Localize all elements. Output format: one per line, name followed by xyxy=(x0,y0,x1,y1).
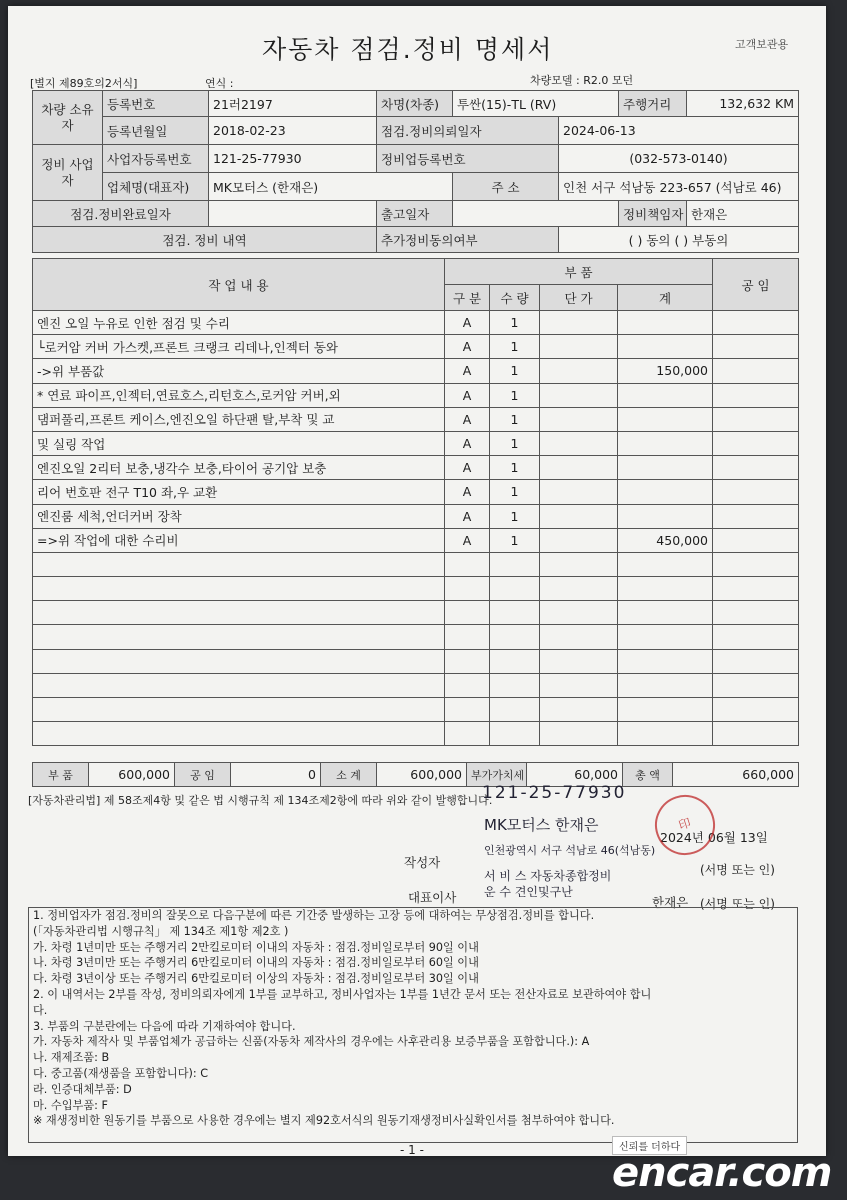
model-label: 차량모델 : xyxy=(530,74,580,87)
encar-watermark: encar.com xyxy=(612,1150,832,1196)
shop-address: 인천 서구 석남동 223-657 (석남로 46) xyxy=(559,173,799,201)
part-unit-price xyxy=(540,698,618,722)
model-value: R2.0 모던 xyxy=(583,74,634,87)
part-qty xyxy=(490,552,540,576)
part-unit-price xyxy=(540,335,618,359)
part-qty: 1 xyxy=(490,407,540,431)
totals-table xyxy=(32,762,799,787)
labor-header: 공 임 xyxy=(713,259,799,311)
shop-name: MK모터스 (한재은) xyxy=(209,173,453,201)
labor-cost xyxy=(713,577,799,601)
table-row xyxy=(33,335,799,359)
part-qty: 1 xyxy=(490,431,540,455)
labor-cost xyxy=(713,335,799,359)
sign-or-seal-2: (서명 또는 인) xyxy=(700,897,775,911)
work-desc: 엔진룸 세척,언더커버 장착 xyxy=(33,504,445,528)
part-type xyxy=(445,722,490,746)
labor-cost xyxy=(713,359,799,383)
part-unit-price xyxy=(540,601,618,625)
part-total xyxy=(618,673,713,697)
table-row xyxy=(33,407,799,431)
stamp-address: 인천광역시 서구 석남로 46(석남동) xyxy=(484,844,656,857)
table-row xyxy=(33,359,799,383)
address-label: 주 소 xyxy=(453,173,559,201)
part-unit-price xyxy=(540,577,618,601)
vehicle-model xyxy=(530,72,633,88)
labor-cost xyxy=(713,311,799,335)
document-title: 자동차 점검.정비 명세서 xyxy=(262,35,554,64)
part-type xyxy=(445,698,490,722)
part-unit-price xyxy=(540,383,618,407)
shop-name-label: 업체명(대표자) xyxy=(103,173,209,201)
part-unit-price xyxy=(540,431,618,455)
work-desc xyxy=(33,577,445,601)
note-line: 다. 중고품(재생품을 포함합니다): C xyxy=(33,1066,209,1080)
work-desc xyxy=(33,625,445,649)
work-desc: 댐퍼풀리,프론트 케이스,엔진오일 하단팬 탈,부착 및 교 xyxy=(33,407,445,431)
release-date-label: 출고일자 xyxy=(377,201,453,227)
part-type xyxy=(445,673,490,697)
part-qty xyxy=(490,625,540,649)
note-line: 2. 이 내역서는 2부를 작성, 정비의뢰자에게 1부를 교부하고, 정비사업자는 1부를 1년간 문서 또는 전산자료로 보관하여야 합니 xyxy=(33,987,652,1001)
parts-total-label: 부 품 xyxy=(33,763,89,787)
part-total xyxy=(618,504,713,528)
work-desc xyxy=(33,552,445,576)
note-line: 다. xyxy=(33,1003,48,1017)
work-desc: └로커암 커버 가스켓,프론트 크랭크 리데나,인젝터 동와 xyxy=(33,335,445,359)
year-label: 연식 : xyxy=(205,77,234,90)
labor-cost xyxy=(713,698,799,722)
part-total xyxy=(618,480,713,504)
part-total: 450,000 xyxy=(618,528,713,552)
part-type: A xyxy=(445,335,490,359)
copy-tag: 고객보관용 xyxy=(735,38,789,51)
work-desc: 엔진 오일 누유로 인한 점검 및 수리 xyxy=(33,311,445,335)
labor-cost xyxy=(713,673,799,697)
car-name-label: 차명(차종) xyxy=(377,91,453,117)
part-type: A xyxy=(445,504,490,528)
table-row xyxy=(33,673,799,697)
consent-label: 추가정비동의여부 xyxy=(377,227,559,253)
note-line: 나. 차령 3년미만 또는 주행거리 6만킬로미터 이내의 자동차 : 점검.정비일로부터 60일 이내 xyxy=(33,956,479,970)
biz-no-label: 사업자등록번호 xyxy=(103,145,209,173)
part-qty xyxy=(490,698,540,722)
part-qty: 1 xyxy=(490,480,540,504)
note-line: (「자동차관리법 시행규칙」 제 134조 제1항 제2호 ) xyxy=(33,924,289,938)
labor-cost xyxy=(713,601,799,625)
labor-cost xyxy=(713,480,799,504)
labor-cost xyxy=(713,649,799,673)
work-desc: 리어 번호판 전구 T10 좌,우 교환 xyxy=(33,480,445,504)
mileage-label: 주행거리 xyxy=(619,91,687,117)
table-row xyxy=(33,649,799,673)
part-total xyxy=(618,625,713,649)
part-qty xyxy=(490,722,540,746)
work-desc: * 연료 파이프,인젝터,연료호스,리턴호스,로커암 커버,외 xyxy=(33,383,445,407)
part-qty: 1 xyxy=(490,311,540,335)
part-qty xyxy=(490,649,540,673)
note-line: 가. 자동차 제작사 및 부품업체가 공급하는 신품(자동차 제작사의 경우에는 사후관리용 보증부품을 포함합니다.): A xyxy=(33,1035,590,1049)
labor-cost xyxy=(713,528,799,552)
notes-box xyxy=(28,907,798,1143)
table-row xyxy=(33,383,799,407)
grand-total: 660,000 xyxy=(673,763,799,787)
labor-total-label: 공 임 xyxy=(175,763,231,787)
part-total xyxy=(618,649,713,673)
grand-total-label: 총 액 xyxy=(623,763,673,787)
part-qty: 1 xyxy=(490,383,540,407)
part-qty: 1 xyxy=(490,359,540,383)
note-line: 라. 인증대체부품: D xyxy=(33,1082,132,1096)
request-date-label: 점검.정비의뢰일자 xyxy=(377,117,559,145)
work-desc: 엔진오일 2리터 보충,냉각수 보충,타이어 공기압 보충 xyxy=(33,456,445,480)
sign-or-seal: (서명 또는 인) xyxy=(700,863,775,877)
part-qty xyxy=(490,673,540,697)
parts-header: 부 품 xyxy=(445,259,713,285)
page-number: - 1 - xyxy=(400,1143,424,1157)
part-type xyxy=(445,625,490,649)
complete-date xyxy=(209,201,377,227)
part-total xyxy=(618,383,713,407)
legal-text: [자동차관리법] 제 58조제4항 및 같은 법 시행규칙 제 134조제2항에 따라 위와 같이 발행합니다. xyxy=(28,794,493,807)
part-unit-price xyxy=(540,311,618,335)
reg-no-label: 등록번호 xyxy=(103,91,209,117)
vat-label: 부가가치세 xyxy=(467,763,527,787)
complete-date-label: 점검.정비완료일자 xyxy=(33,201,209,227)
shop-label: 정비 사업자 xyxy=(33,145,103,201)
subtotal: 600,000 xyxy=(377,763,467,787)
service-line: 서 비 스 자동차종합정비 xyxy=(484,869,612,883)
note-line: 나. 재제조품: B xyxy=(33,1051,110,1065)
subtotal-label: 소 계 xyxy=(321,763,377,787)
table-row xyxy=(33,625,799,649)
transport-line: 운 수 견인및구난 xyxy=(484,885,573,899)
part-unit-price xyxy=(540,625,618,649)
table-row xyxy=(33,698,799,722)
form-number: [별지 제89호의2서식] xyxy=(30,77,138,90)
part-unit-price xyxy=(540,359,618,383)
trust-badge: 신뢰를 더하다 xyxy=(612,1136,687,1155)
col-type: 구 분 xyxy=(445,285,490,311)
note-line: 마. 수입부품: F xyxy=(33,1098,108,1112)
part-type xyxy=(445,577,490,601)
labor-cost xyxy=(713,431,799,455)
table-row xyxy=(33,552,799,576)
part-type: A xyxy=(445,528,490,552)
table-row xyxy=(33,601,799,625)
part-total xyxy=(618,407,713,431)
reg-no: 21러2197 xyxy=(209,91,377,117)
table-row xyxy=(33,722,799,746)
part-unit-price xyxy=(540,528,618,552)
part-type: A xyxy=(445,480,490,504)
car-name: 투싼(15)-TL (RV) xyxy=(453,91,619,117)
part-total xyxy=(618,431,713,455)
info-table xyxy=(32,90,799,253)
note-line: 1. 정비업자가 점검.정비의 잘못으로 다음구분에 따른 기간중 발생하는 고장 등에 대하여는 무상점검.정비를 합니다. xyxy=(33,909,595,922)
part-type: A xyxy=(445,383,490,407)
work-desc xyxy=(33,722,445,746)
part-total xyxy=(618,601,713,625)
part-total xyxy=(618,552,713,576)
labor-cost xyxy=(713,456,799,480)
part-total xyxy=(618,698,713,722)
labor-cost xyxy=(713,504,799,528)
details-title: 점검. 정비 내역 xyxy=(33,227,377,253)
part-type: A xyxy=(445,359,490,383)
part-qty xyxy=(490,601,540,625)
note-line: 가. 차령 1년미만 또는 주행거리 2만킬로미터 이내의 자동차 : 점검.정비일로부터 90일 이내 xyxy=(33,940,479,954)
table-row xyxy=(33,431,799,455)
part-unit-price xyxy=(540,649,618,673)
rep-name: 한재은 xyxy=(652,895,689,910)
part-type xyxy=(445,649,490,673)
labor-cost xyxy=(713,383,799,407)
consent-options: ( ) 동의 ( ) 부동의 xyxy=(559,227,799,253)
labor-cost xyxy=(713,552,799,576)
part-qty xyxy=(490,577,540,601)
work-desc: ->위 부품값 xyxy=(33,359,445,383)
part-type: A xyxy=(445,407,490,431)
table-row xyxy=(33,528,799,552)
part-unit-price xyxy=(540,456,618,480)
table-row xyxy=(33,504,799,528)
company-seal-icon: 印 xyxy=(647,787,723,863)
part-total xyxy=(618,722,713,746)
part-unit-price xyxy=(540,480,618,504)
work-desc xyxy=(33,673,445,697)
stamp-shop-name: MK모터스 한재은 xyxy=(484,816,599,834)
mileage: 132,632 KM xyxy=(687,91,799,117)
part-type: A xyxy=(445,311,490,335)
labor-total: 0 xyxy=(231,763,321,787)
reg-date-label: 등록년월일 xyxy=(103,117,209,145)
part-type: A xyxy=(445,431,490,455)
biz-no: 121-25-77930 xyxy=(209,145,377,173)
work-desc xyxy=(33,698,445,722)
part-total xyxy=(618,577,713,601)
note-line: 3. 부품의 구분란에는 다음에 따라 기재하여야 합니다. xyxy=(33,1019,296,1033)
shop-reg-label: 정비업등록번호 xyxy=(377,145,559,173)
work-table xyxy=(32,258,799,746)
request-date: 2024-06-13 xyxy=(559,117,799,145)
table-row xyxy=(33,480,799,504)
col-total: 계 xyxy=(618,285,713,311)
part-unit-price xyxy=(540,552,618,576)
release-date xyxy=(453,201,619,227)
work-desc xyxy=(33,649,445,673)
reg-date: 2018-02-23 xyxy=(209,117,377,145)
part-total xyxy=(618,456,713,480)
work-desc: 및 실링 작업 xyxy=(33,431,445,455)
col-qty: 수 량 xyxy=(490,285,540,311)
table-row xyxy=(33,311,799,335)
labor-cost xyxy=(713,625,799,649)
owner-label: 차량 소유자 xyxy=(33,91,103,145)
shop-phone: (032-573-0140) xyxy=(559,145,799,173)
part-type xyxy=(445,552,490,576)
work-header: 작 업 내 용 xyxy=(33,259,445,311)
part-qty: 1 xyxy=(490,335,540,359)
work-desc xyxy=(33,601,445,625)
part-qty: 1 xyxy=(490,528,540,552)
table-row xyxy=(33,577,799,601)
labor-cost xyxy=(713,722,799,746)
work-desc: =>위 작업에 대한 수리비 xyxy=(33,528,445,552)
part-unit-price xyxy=(540,722,618,746)
note-line: 다. 차령 3년이상 또는 주행거리 6만킬로미터 이상의 자동차 : 점검.정비일로부터 30일 이내 xyxy=(33,972,479,986)
part-unit-price xyxy=(540,504,618,528)
part-unit-price xyxy=(540,673,618,697)
issue-date: 2024년 06월 13일 xyxy=(660,830,768,845)
stamp-biz-no: 121-25-77930 xyxy=(482,783,627,803)
col-unit-price: 단 가 xyxy=(540,285,618,311)
part-total xyxy=(618,335,713,359)
part-qty: 1 xyxy=(490,504,540,528)
note-line: ※ 재생정비한 원동기를 부품으로 사용한 경우에는 별지 제92호서식의 원동기재생정비사실확인서를 첨부하여야 합니다. xyxy=(33,1114,615,1128)
part-total xyxy=(618,311,713,335)
part-unit-price xyxy=(540,407,618,431)
part-qty: 1 xyxy=(490,456,540,480)
part-type: A xyxy=(445,456,490,480)
manager-label: 정비책임자 xyxy=(619,201,687,227)
labor-cost xyxy=(713,407,799,431)
writer-label: 작성자 xyxy=(404,855,441,870)
part-total: 150,000 xyxy=(618,359,713,383)
vat: 60,000 xyxy=(527,763,623,787)
parts-total: 600,000 xyxy=(89,763,175,787)
rep-label: 대표이사 xyxy=(408,890,457,905)
manager-name: 한재은 xyxy=(687,201,799,227)
table-row xyxy=(33,456,799,480)
part-type xyxy=(445,601,490,625)
